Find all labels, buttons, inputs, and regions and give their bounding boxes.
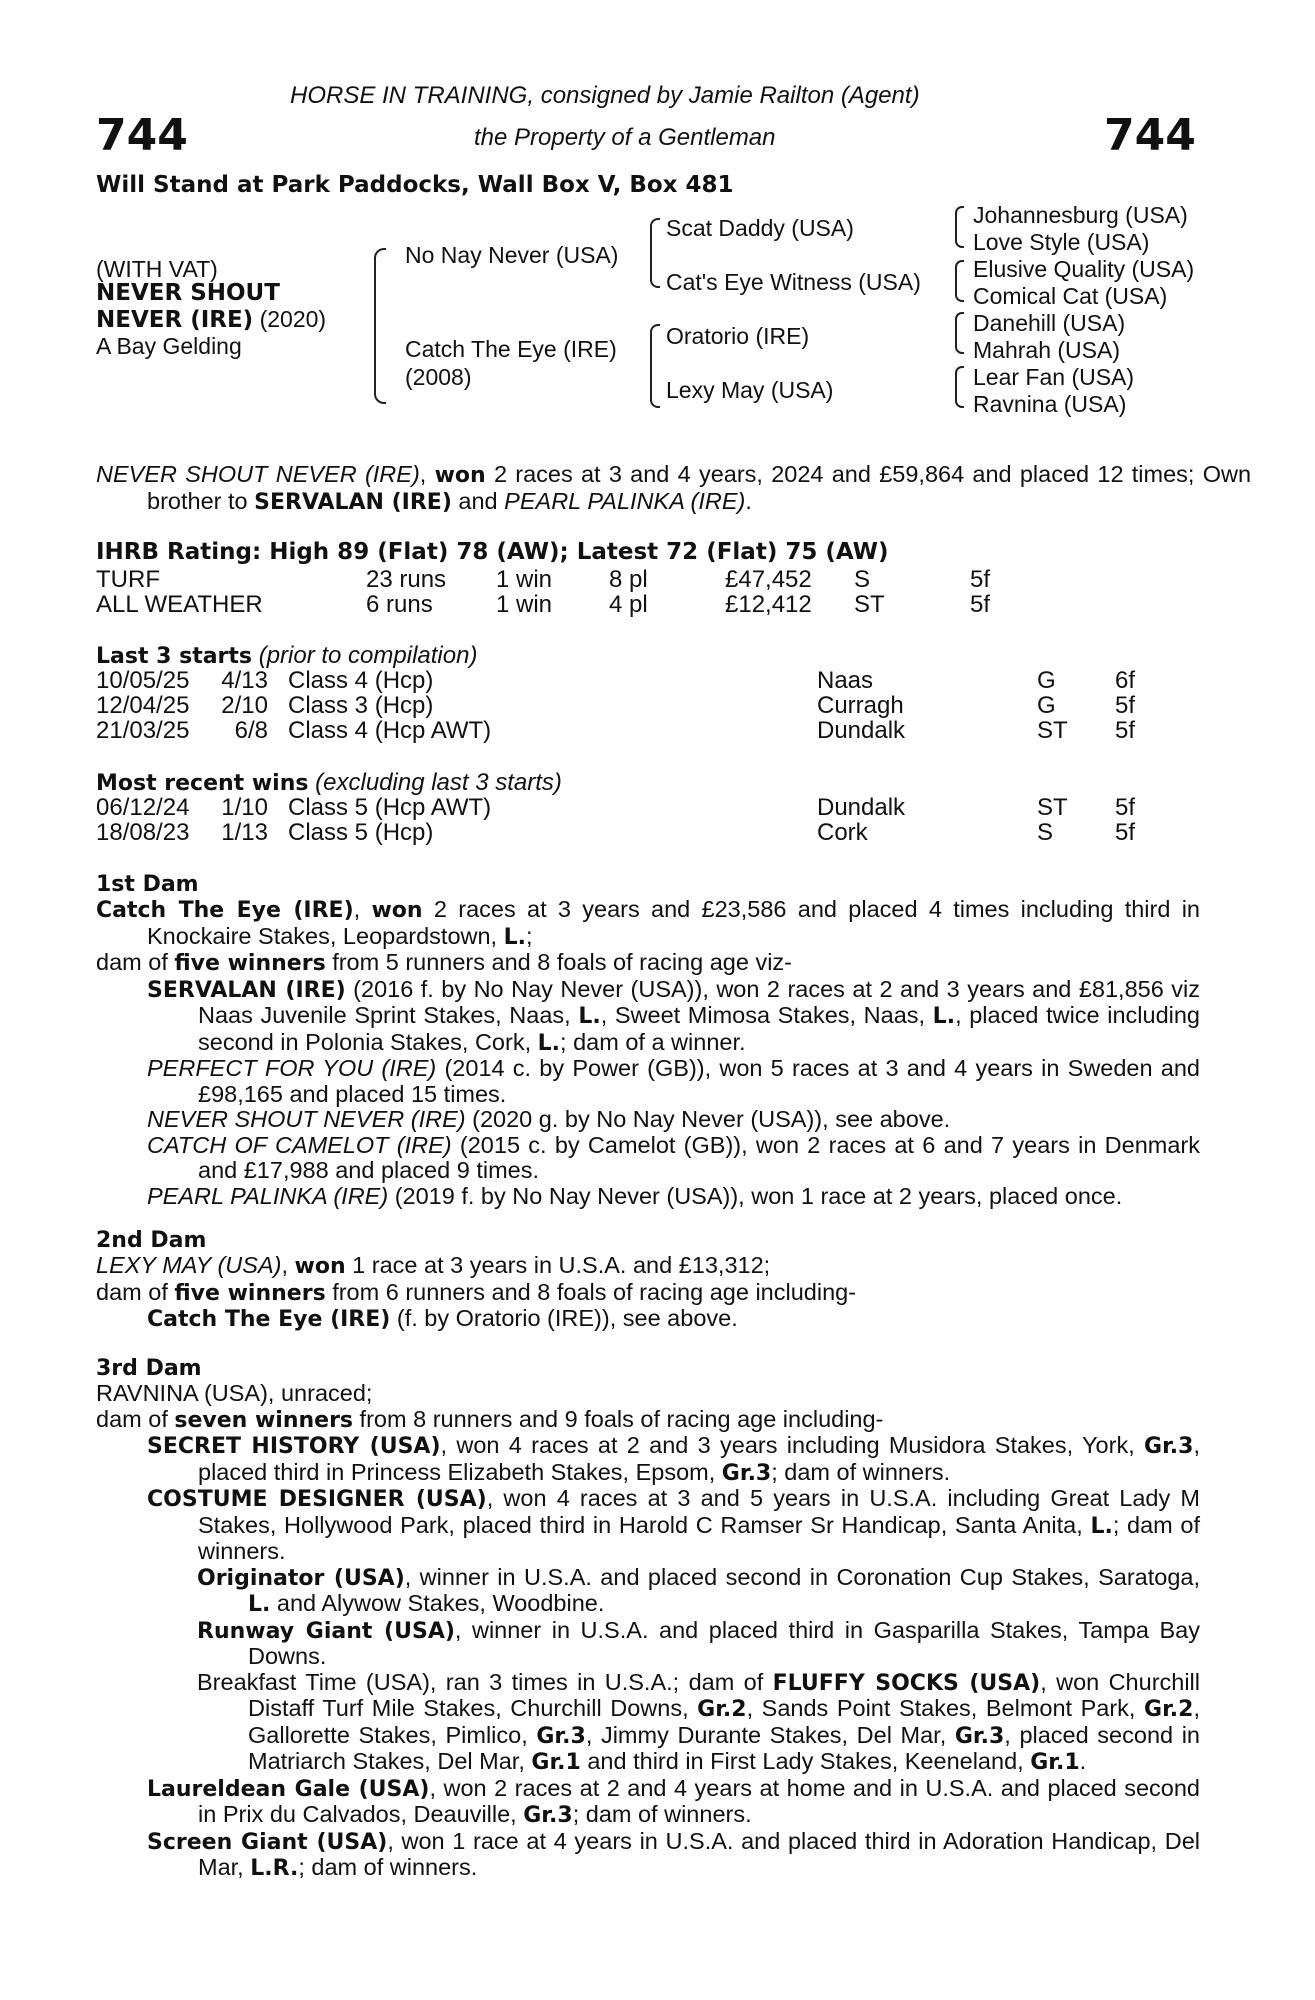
nsn-name: NEVER SHOUT NEVER (IRE) — [147, 1106, 466, 1132]
recent-cell-course: Dundalk — [817, 794, 906, 821]
bt-gr1b: Gr.1 — [1030, 1750, 1080, 1775]
dam2-dam-of-a: dam of — [96, 1278, 175, 1305]
recent-cell-dist: 5f — [1115, 794, 1136, 821]
pedigree-sire-dam: Cat's Eye Witness (USA) — [666, 269, 921, 295]
fs-name: FLUFFY SOCKS (USA) — [772, 1670, 1041, 1696]
property-line: the Property of a Gentleman — [474, 124, 776, 151]
rating-heading: IHRB Rating: High 89 (Flat) 78 (AW); Latest 72 (Flat) 75 (AW) — [96, 539, 889, 565]
horse-description: A Bay Gelding — [96, 333, 242, 359]
last3-cell-going: ST — [1037, 717, 1068, 744]
recent-heading-row — [96, 769, 562, 797]
lot-number-right: 744 — [1104, 110, 1196, 161]
horse-name-line2: NEVER (IRE) — [96, 307, 254, 333]
dam3-dam-of-c: from 8 runners and 9 foals of racing age including- — [353, 1405, 884, 1432]
last3-heading-row — [96, 642, 477, 670]
dam3-offspring-cd — [96, 1486, 1200, 1565]
cd-t1: , won 4 races at 3 and 5 years in U.S.A. including Great Lady M Stakes, Hollywood Park, placed third in Harold C Ramser Sr Handicap, Santa Anita, — [198, 1485, 1200, 1538]
pedigree-brace-g12 — [955, 206, 964, 248]
rating-cell-dist: 5f — [970, 591, 991, 618]
rating-cell-wins: 1 win — [496, 591, 553, 618]
pedigree-g4: Comical Cat (USA) — [973, 283, 1168, 309]
sh-gr3b: Gr.3 — [721, 1460, 772, 1486]
servalan-t3: , placed twice including second in Polonia Stakes, Cork, — [198, 1002, 1200, 1055]
orig-t2: and Alywow Stakes, Woodbine. — [270, 1590, 605, 1616]
rating-cell-going: ST — [854, 591, 885, 618]
dam3-dam-of — [96, 1407, 1200, 1434]
summary-sibling1: SERVALAN (IRE) — [254, 489, 452, 515]
servalan-t4: ; dam of a winner. — [560, 1028, 746, 1055]
dam1-offspring-servalan — [96, 977, 1200, 1057]
recent-heading: Most recent wins — [96, 771, 309, 796]
rating-cell-surface: TURF — [96, 566, 160, 593]
dam3-section — [96, 1381, 1200, 1882]
pedigree-g7: Lear Fan (USA) — [973, 364, 1135, 390]
pedigree-dam-year: (2008) — [405, 364, 472, 390]
rating-cell-money: £47,452 — [725, 566, 812, 593]
pedigree-brace-dam — [650, 324, 660, 408]
pedigree-g8: Ravnina (USA) — [973, 391, 1127, 417]
pedigree-brace-g34 — [955, 260, 964, 302]
last3-cell-cls: Class 3 (Hcp) — [288, 692, 434, 719]
rating-cell-surface: ALL WEATHER — [96, 591, 263, 618]
dam1-dam-of — [96, 950, 1200, 977]
rating-cell-pl: 4 pl — [609, 591, 648, 618]
servalan-t1: (2016 f. by No Nay Never (USA)), won 2 races at 2 and 3 years and £81,856 viz Naas Juvenile Sprint Stakes, Naas, — [198, 975, 1200, 1028]
summary-text1: 2 races at 3 and 4 years, 2024 and £59,864 and placed 12 times; Own brother to — [147, 461, 1252, 514]
recent-cell-cls: Class 5 (Hcp AWT) — [288, 794, 492, 821]
last3-note: (prior to compilation) — [258, 642, 478, 669]
dam1-dam-of-a: dam of — [96, 949, 175, 975]
dam2-heading: 2nd Dam — [96, 1228, 207, 1253]
dam1-section — [96, 897, 1200, 1209]
dam1-dam-of-c: from 5 runners and 8 foals of racing age viz- — [325, 949, 792, 975]
lg-t1: , won 2 races at 2 and 4 years at home and in U.S.A. and placed second in Prix du Calvados, Deauville, — [198, 1774, 1201, 1827]
dam1-text2: ; — [526, 922, 533, 949]
dam1-name: Catch The Eye (IRE) — [96, 898, 354, 923]
consignor-line: HORSE IN TRAINING, consigned by Jamie Railton (Agent) — [290, 82, 920, 109]
recent-cell-pos: 1/10 — [221, 794, 268, 821]
rating-cell-pl: 8 pl — [609, 566, 648, 593]
dam2-cte-name: Catch The Eye (IRE) — [147, 1307, 391, 1332]
pp-name: PEARL PALINKA (IRE) — [147, 1182, 389, 1209]
bt-t3: , Sands Point Stakes, Belmont Park, — [746, 1695, 1145, 1721]
dam1-won: won — [371, 898, 423, 923]
dam2-dam-of-c: from 6 runners and 8 foals of racing age including- — [325, 1278, 857, 1305]
horse-summary: NEVER SHOUT NEVER (IRE), won 2 races at 3 and 4 years, 2024 and £59,864 and placed 12 times; Own brother to SERVALAN (IRE) and PEARL PALINKA (IRE). — [96, 461, 1252, 515]
dam3-offspring-lg — [96, 1776, 1200, 1829]
dam1-text1: 2 races at 3 years and £23,586 and placed 4 times including third in Knockaire Stakes, Leopardstown, — [147, 896, 1200, 949]
dam3-dam-of-b: seven winners — [174, 1407, 354, 1433]
vat-label: (WITH VAT) — [96, 256, 218, 282]
dam2-dam-of-b: five winners — [174, 1280, 326, 1306]
servalan-name: SERVALAN (IRE) — [147, 977, 346, 1003]
pedigree-dam: Catch The Eye (IRE) — [405, 336, 617, 362]
bt-t4: , Gallorette Stakes, Pimlico, — [248, 1695, 1200, 1748]
recent-cell-date: 06/12/24 — [96, 794, 190, 821]
rating-cell-going: S — [854, 566, 871, 593]
sh-t3: ; dam of winners. — [771, 1458, 951, 1485]
dam3-dam-of-a: dam of — [96, 1405, 175, 1432]
rating-cell-runs: 6 runs — [366, 591, 433, 618]
dam1-offspring-nsn — [96, 1107, 1200, 1133]
dam3-offspring-sg — [96, 1829, 1200, 1882]
bt-gr2a: Gr.2 — [697, 1697, 747, 1722]
pedigree-sire-sire: Scat Daddy (USA) — [666, 215, 854, 241]
dam2-offspring-cte — [96, 1306, 1200, 1333]
dam1-heading: 1st Dam — [96, 872, 199, 897]
pedigree-dam-dam: Lexy May (USA) — [666, 377, 834, 403]
recent-cell-pos: 1/13 — [221, 819, 268, 846]
rating-cell-wins: 1 win — [496, 566, 553, 593]
dam2-record: LEXY MAY (USA), won 1 race at 3 years in U.S.A. and £13,312; — [96, 1252, 771, 1279]
pedigree-brace-sire — [650, 218, 660, 288]
bt-t8: . — [1079, 1748, 1087, 1774]
last3-cell-course: Naas — [817, 667, 874, 694]
nsn-text: (2020 g. by No Nay Never (USA)), see above. — [465, 1106, 951, 1132]
pfy-text: (2014 c. by Power (GB)), won 5 races at 3 and 4 years in Sweden and £98,165 and placed 15 times. — [198, 1055, 1200, 1107]
cd-L: L. — [1090, 1513, 1113, 1539]
rating-cell-dist: 5f — [970, 566, 991, 593]
last3-cell-cls: Class 4 (Hcp AWT) — [288, 717, 492, 744]
dam3-offspring-sh — [96, 1433, 1200, 1486]
dam1-record: Catch The Eye (IRE), won 2 races at 3 years and £23,586 and placed 4 times including third in Knockaire Stakes, Leopardstown, L.; — [96, 896, 1200, 950]
recent-cell-dist: 5f — [1115, 819, 1136, 846]
cd-name: COSTUME DESIGNER (USA) — [147, 1487, 487, 1512]
recent-cell-going: S — [1037, 819, 1054, 846]
servalan-L1: L. — [578, 1004, 601, 1029]
recent-cell-date: 18/08/23 — [96, 819, 190, 846]
last3-cell-pos: 2/10 — [221, 692, 268, 719]
lg-name: Laureldean Gale (USA) — [147, 1776, 430, 1802]
dam1-offspring-coc — [96, 1133, 1200, 1184]
last3-cell-course: Curragh — [817, 692, 904, 719]
last3-cell-dist: 6f — [1115, 667, 1136, 694]
dam2-dam-of — [96, 1280, 1200, 1307]
pfy-name: PERFECT FOR YOU (IRE) — [147, 1055, 437, 1081]
last3-cell-going: G — [1037, 667, 1056, 694]
last3-cell-course: Dundalk — [817, 717, 906, 744]
pedigree-g6: Mahrah (USA) — [973, 337, 1120, 363]
sg-t1: , won 1 race at 4 years in U.S.A. and placed third in Adoration Handicap, Del Mar, — [198, 1827, 1200, 1880]
pedigree-g2: Love Style (USA) — [973, 229, 1150, 255]
bt-gr2b: Gr.2 — [1144, 1697, 1194, 1722]
pedigree-g3: Elusive Quality (USA) — [973, 256, 1195, 282]
pedigree-g1: Johannesburg (USA) — [973, 202, 1188, 228]
summary-won: won — [434, 463, 486, 488]
servalan-L2: L. — [932, 1004, 956, 1029]
last3-cell-cls: Class 4 (Hcp) — [288, 667, 434, 694]
sg-name: Screen Giant (USA) — [147, 1829, 388, 1855]
cd-t2: ; dam of winners. — [198, 1511, 1200, 1564]
dam3-record: RAVNINA (USA), unraced; — [96, 1380, 373, 1406]
servalan-L3: L. — [537, 1030, 561, 1056]
orig-L: L. — [248, 1592, 271, 1617]
rg-text: , winner in U.S.A. and placed third in Gasparilla Stakes, Tampa Bay Downs. — [248, 1616, 1200, 1669]
pedigree-brace-g56 — [955, 312, 964, 354]
summary-horse-name: NEVER SHOUT NEVER (IRE) — [96, 461, 420, 487]
dam1-offspring-pp — [96, 1184, 1200, 1210]
recent-cell-cls: Class 5 (Hcp) — [288, 819, 434, 846]
pedigree-sire: No Nay Never (USA) — [405, 242, 619, 268]
rating-cell-money: £12,412 — [725, 591, 812, 618]
dam1-offspring-pfy — [96, 1056, 1200, 1107]
bt-t1: Breakfast Time (USA), ran 3 times in U.S.A.; dam of — [197, 1668, 773, 1695]
summary-text2: and — [451, 487, 505, 514]
coc-name: CATCH OF CAMELOT (IRE) — [147, 1131, 452, 1158]
horse-name-line2-row — [96, 306, 326, 333]
bt-gr3a: Gr.3 — [536, 1723, 586, 1749]
last3-cell-pos: 6/8 — [234, 717, 268, 744]
last3-cell-date: 21/03/25 — [96, 717, 190, 744]
dam1-listed: L. — [503, 924, 527, 950]
horse-year: (2020) — [259, 306, 327, 332]
pedigree-brace-main — [374, 248, 386, 404]
bt-gr1a: Gr.1 — [531, 1750, 581, 1775]
last3-heading: Last 3 starts — [96, 644, 253, 669]
sg-LR: L.R. — [250, 1856, 299, 1881]
sh-gr3a: Gr.3 — [1144, 1434, 1194, 1459]
bt-t2: , won Churchill Distaff Turf Mile Stakes, Churchill Downs, — [248, 1668, 1201, 1721]
sg-t2: ; dam of winners. — [298, 1854, 478, 1880]
dam3-offspring-bt — [96, 1670, 1200, 1776]
dam2-text1: 1 race at 3 years in U.S.A. and £13,312; — [345, 1252, 771, 1278]
sh-name: SECRET HISTORY (USA) — [147, 1434, 441, 1459]
dam3-offspring-rg — [96, 1618, 1200, 1670]
bt-t6: , placed second in Matriarch Stakes, Del Mar, — [248, 1721, 1200, 1774]
recent-cell-going: ST — [1037, 794, 1068, 821]
dam3-offspring-orig — [96, 1565, 1200, 1618]
sh-t2: , placed third in Princess Elizabeth Stakes, Epsom, — [198, 1432, 1200, 1485]
lg-gr3: Gr.3 — [523, 1803, 573, 1828]
lot-number-left: 744 — [96, 110, 188, 161]
dam3-heading: 3rd Dam — [96, 1356, 202, 1381]
dam1-dam-of-b: five winners — [174, 951, 326, 976]
sh-t1: , won 4 races at 2 and 3 years including Musidora Stakes, York, — [440, 1432, 1145, 1458]
last3-cell-date: 12/04/25 — [96, 692, 190, 719]
last3-cell-dist: 5f — [1115, 717, 1136, 744]
servalan-t2: , Sweet Mimosa Stakes, Naas, — [600, 1002, 933, 1028]
rg-name: Runway Giant (USA) — [197, 1618, 455, 1644]
dam2-name: LEXY MAY (USA) — [96, 1252, 282, 1278]
orig-t1: , winner in U.S.A. and placed second in Coronation Cup Stakes, Saratoga, — [404, 1563, 1200, 1590]
summary-sibling2: PEARL PALINKA (IRE) — [504, 487, 746, 514]
last3-cell-going: G — [1037, 692, 1056, 719]
dam2-won: won — [294, 1254, 346, 1279]
recent-cell-course: Cork — [817, 819, 868, 846]
coc-text: (2015 c. by Camelot (GB)), won 2 races at 6 and 7 years in Denmark and £17,988 and placed 9 times. — [198, 1131, 1201, 1183]
orig-name: Originator (USA) — [197, 1565, 405, 1591]
last3-cell-pos: 4/13 — [221, 667, 268, 694]
last3-cell-dist: 5f — [1115, 692, 1136, 719]
pp-text: (2019 f. by No Nay Never (USA)), won 1 race at 2 years, placed once. — [388, 1182, 1123, 1209]
rating-cell-runs: 23 runs — [366, 566, 447, 593]
lg-t2: ; dam of winners. — [572, 1801, 752, 1827]
last3-cell-date: 10/05/25 — [96, 667, 190, 694]
recent-note: (excluding last 3 starts) — [315, 769, 562, 796]
bt-t7: and third in First Lady Stakes, Keeneland, — [580, 1748, 1031, 1774]
summary-text3: . — [745, 487, 752, 514]
bt-t5: , Jimmy Durante Stakes, Del Mar, — [585, 1721, 955, 1748]
stand-location: Will Stand at Park Paddocks, Wall Box V, Box 481 — [96, 172, 734, 198]
pedigree-dam-sire: Oratorio (IRE) — [666, 323, 810, 349]
pedigree-g5: Danehill (USA) — [973, 310, 1126, 336]
dam2-cte-text: (f. by Oratorio (IRE)), see above. — [390, 1305, 738, 1331]
dam2-section — [96, 1253, 1200, 1333]
pedigree-brace-g78 — [955, 366, 964, 408]
horse-name-line1: NEVER SHOUT — [96, 280, 280, 306]
bt-gr3b: Gr.3 — [954, 1723, 1005, 1749]
